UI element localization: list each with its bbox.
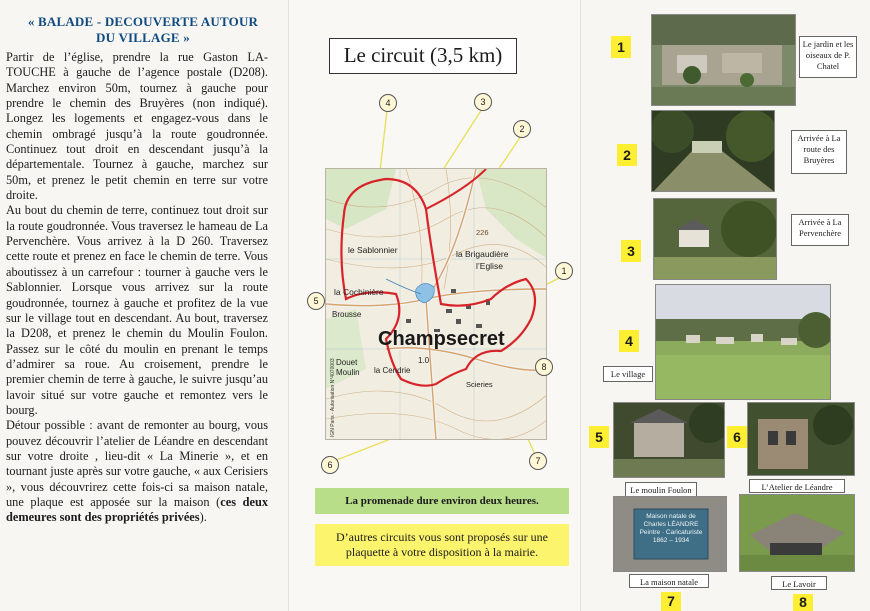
map-marker-2: 2 [513, 120, 531, 138]
title-line-1: « BALADE - DECOUVERTE AUTOUR [27, 14, 259, 29]
photo-number-2: 2 [617, 144, 637, 166]
walk-directions [6, 50, 268, 526]
garden-image [652, 15, 796, 106]
paragraph-3 [6, 418, 268, 525]
caption-2: Arrivée à La route des Bruyères [791, 130, 847, 174]
photo-number-3: 3 [621, 240, 641, 262]
middle-panel [288, 0, 580, 611]
map-label-sablonnier: le Sablonnier [348, 245, 398, 255]
map-copyright: IGN Paris - Autorisation N°4070003 [330, 358, 336, 437]
other-circuits-line-1: D’autres circuits vous sont proposés sur une [336, 530, 548, 544]
photo-pervenchere [653, 198, 777, 280]
photo-garden [651, 14, 796, 106]
map-marker-6: 6 [321, 456, 339, 474]
photo-number-8: 8 [793, 594, 813, 611]
moulin-image [614, 403, 725, 478]
photo-lavoir [739, 494, 855, 572]
caption-3: Arrivée à La Pervenchère [791, 214, 849, 246]
map-label-elevation: 226 [476, 228, 489, 237]
map-label-cochiniere: la Cochinière [334, 287, 384, 297]
map-label-moulin: Moulin [336, 368, 360, 377]
paragraph-3-end: ). [199, 510, 207, 525]
bruyeres-image [652, 111, 775, 192]
atelier-image [748, 403, 855, 476]
right-panel [580, 0, 870, 611]
other-circuits-line-2: plaquette à votre disposition à la mairie. [345, 545, 539, 559]
plaque-text: Maison natale de Charles LÉANDRE Peintre · Caricaturiste 1862 – 1934 [639, 513, 703, 544]
left-panel [0, 0, 288, 611]
photo-number-6: 6 [727, 426, 747, 448]
paragraph-2: Au bout du chemin de terre, continuez tout droit sur la route goudronnée. Vous traversez le hameau de La Pervenchère. Vous arrivez à la D 260. Traversez cette route et prenez en face le chemin de terre. Vous aboutissez à un carrefour : tourner à gauche vers le Sablonnier. Lorsque vous arrivez sur la route goudronnée, tournez à gauche et profitez de la vue sur le village tout en descendant. Au bout, traversez la D208, et prenez le chemin du Moulin Foulon. Passez sur le côté du moulin en prenant le temps d’admirer sa roue. Au croisement, prendre le premier chemin de terre à gauche, le suivre jusqu’au lavoir situé sur votre gauche et remontez vers le bourg. [6, 203, 268, 417]
photo-number-1: 1 [611, 36, 631, 58]
map-marker-8: 8 [535, 358, 553, 376]
photo-number-5: 5 [589, 426, 609, 448]
photo-moulin [613, 402, 725, 478]
caption-1: Le jardin et les oiseaux de P. Chatel [799, 36, 857, 78]
photo-atelier [747, 402, 855, 476]
title-line-2: DU VILLAGE » [96, 30, 190, 45]
pervenchere-image [654, 199, 777, 280]
paragraph-3-text: Détour possible : avant de remonter au bourg, vous pouvez découvrir l’atelier de Léandre en descendant sur votre droite , lieu-dit « La Minerie », et en tournant juste après sur votre gauche, « aux Cerisiers », vous découvrirez cette fois-ci sa maison natale, une plaque est apposée sur la maison ( [6, 418, 268, 509]
map-label-cendrie: la Cendrie [374, 366, 411, 375]
map-marker-7: 7 [529, 452, 547, 470]
map-label-douet: Douet [336, 358, 358, 367]
lavoir-image [740, 495, 855, 572]
map-label-brigaudiere: la Brigaudière [456, 249, 509, 259]
map-label-spot: 1.0 [418, 356, 430, 365]
map-marker-5: 5 [307, 292, 325, 310]
duration-note: La promenade dure environ deux heures. [315, 488, 569, 514]
photo-number-7: 7 [661, 592, 681, 611]
caption-7: La maison natale [629, 574, 709, 588]
other-circuits-note [315, 524, 569, 566]
map-marker-4: 4 [379, 94, 397, 112]
map-label-eglise: l’Eglise [476, 261, 503, 271]
paragraph-1: Partir de l’église, prendre la rue Gaston LA-TOUCHE à gauche de l’agence postale (D208). Marchez environ 50m, tournez à gauche pour prendre le chemin des Bruyères (non indiqué). Longez les logements et engagez-vous dans le chemin ombragé jusqu’à la route goudronnée. Continuez tout droit en descendant jusqu’à la départementale. Tournez à gauche, marchez sur 50m, et prenez le petit chemin en terre sur votre droite. [6, 50, 268, 203]
map-label-town: Champsecret [378, 328, 505, 350]
caption-8: Le Lavoir [771, 576, 827, 590]
caption-6: L’Atelier de Léandre [749, 479, 845, 493]
map-label-scieries: Scieries [466, 380, 493, 389]
caption-5: Le moulin Foulon [625, 482, 697, 497]
photo-bruyeres [651, 110, 775, 192]
photo-maison-natale [613, 496, 727, 572]
map-label-brousse: Brousse [332, 310, 362, 319]
map-drawing [326, 169, 547, 440]
map-marker-1: 1 [555, 262, 573, 280]
map-marker-3: 3 [474, 93, 492, 111]
route-map [325, 168, 547, 440]
caption-4: Le village [603, 366, 653, 382]
village-image [656, 285, 831, 400]
circuit-title: Le circuit (3,5 km) [329, 38, 517, 74]
photo-number-4: 4 [619, 330, 639, 352]
photo-village [655, 284, 831, 400]
private-note: ces deux demeures sont des propriétés privées [6, 494, 268, 525]
page-title [8, 14, 278, 46]
